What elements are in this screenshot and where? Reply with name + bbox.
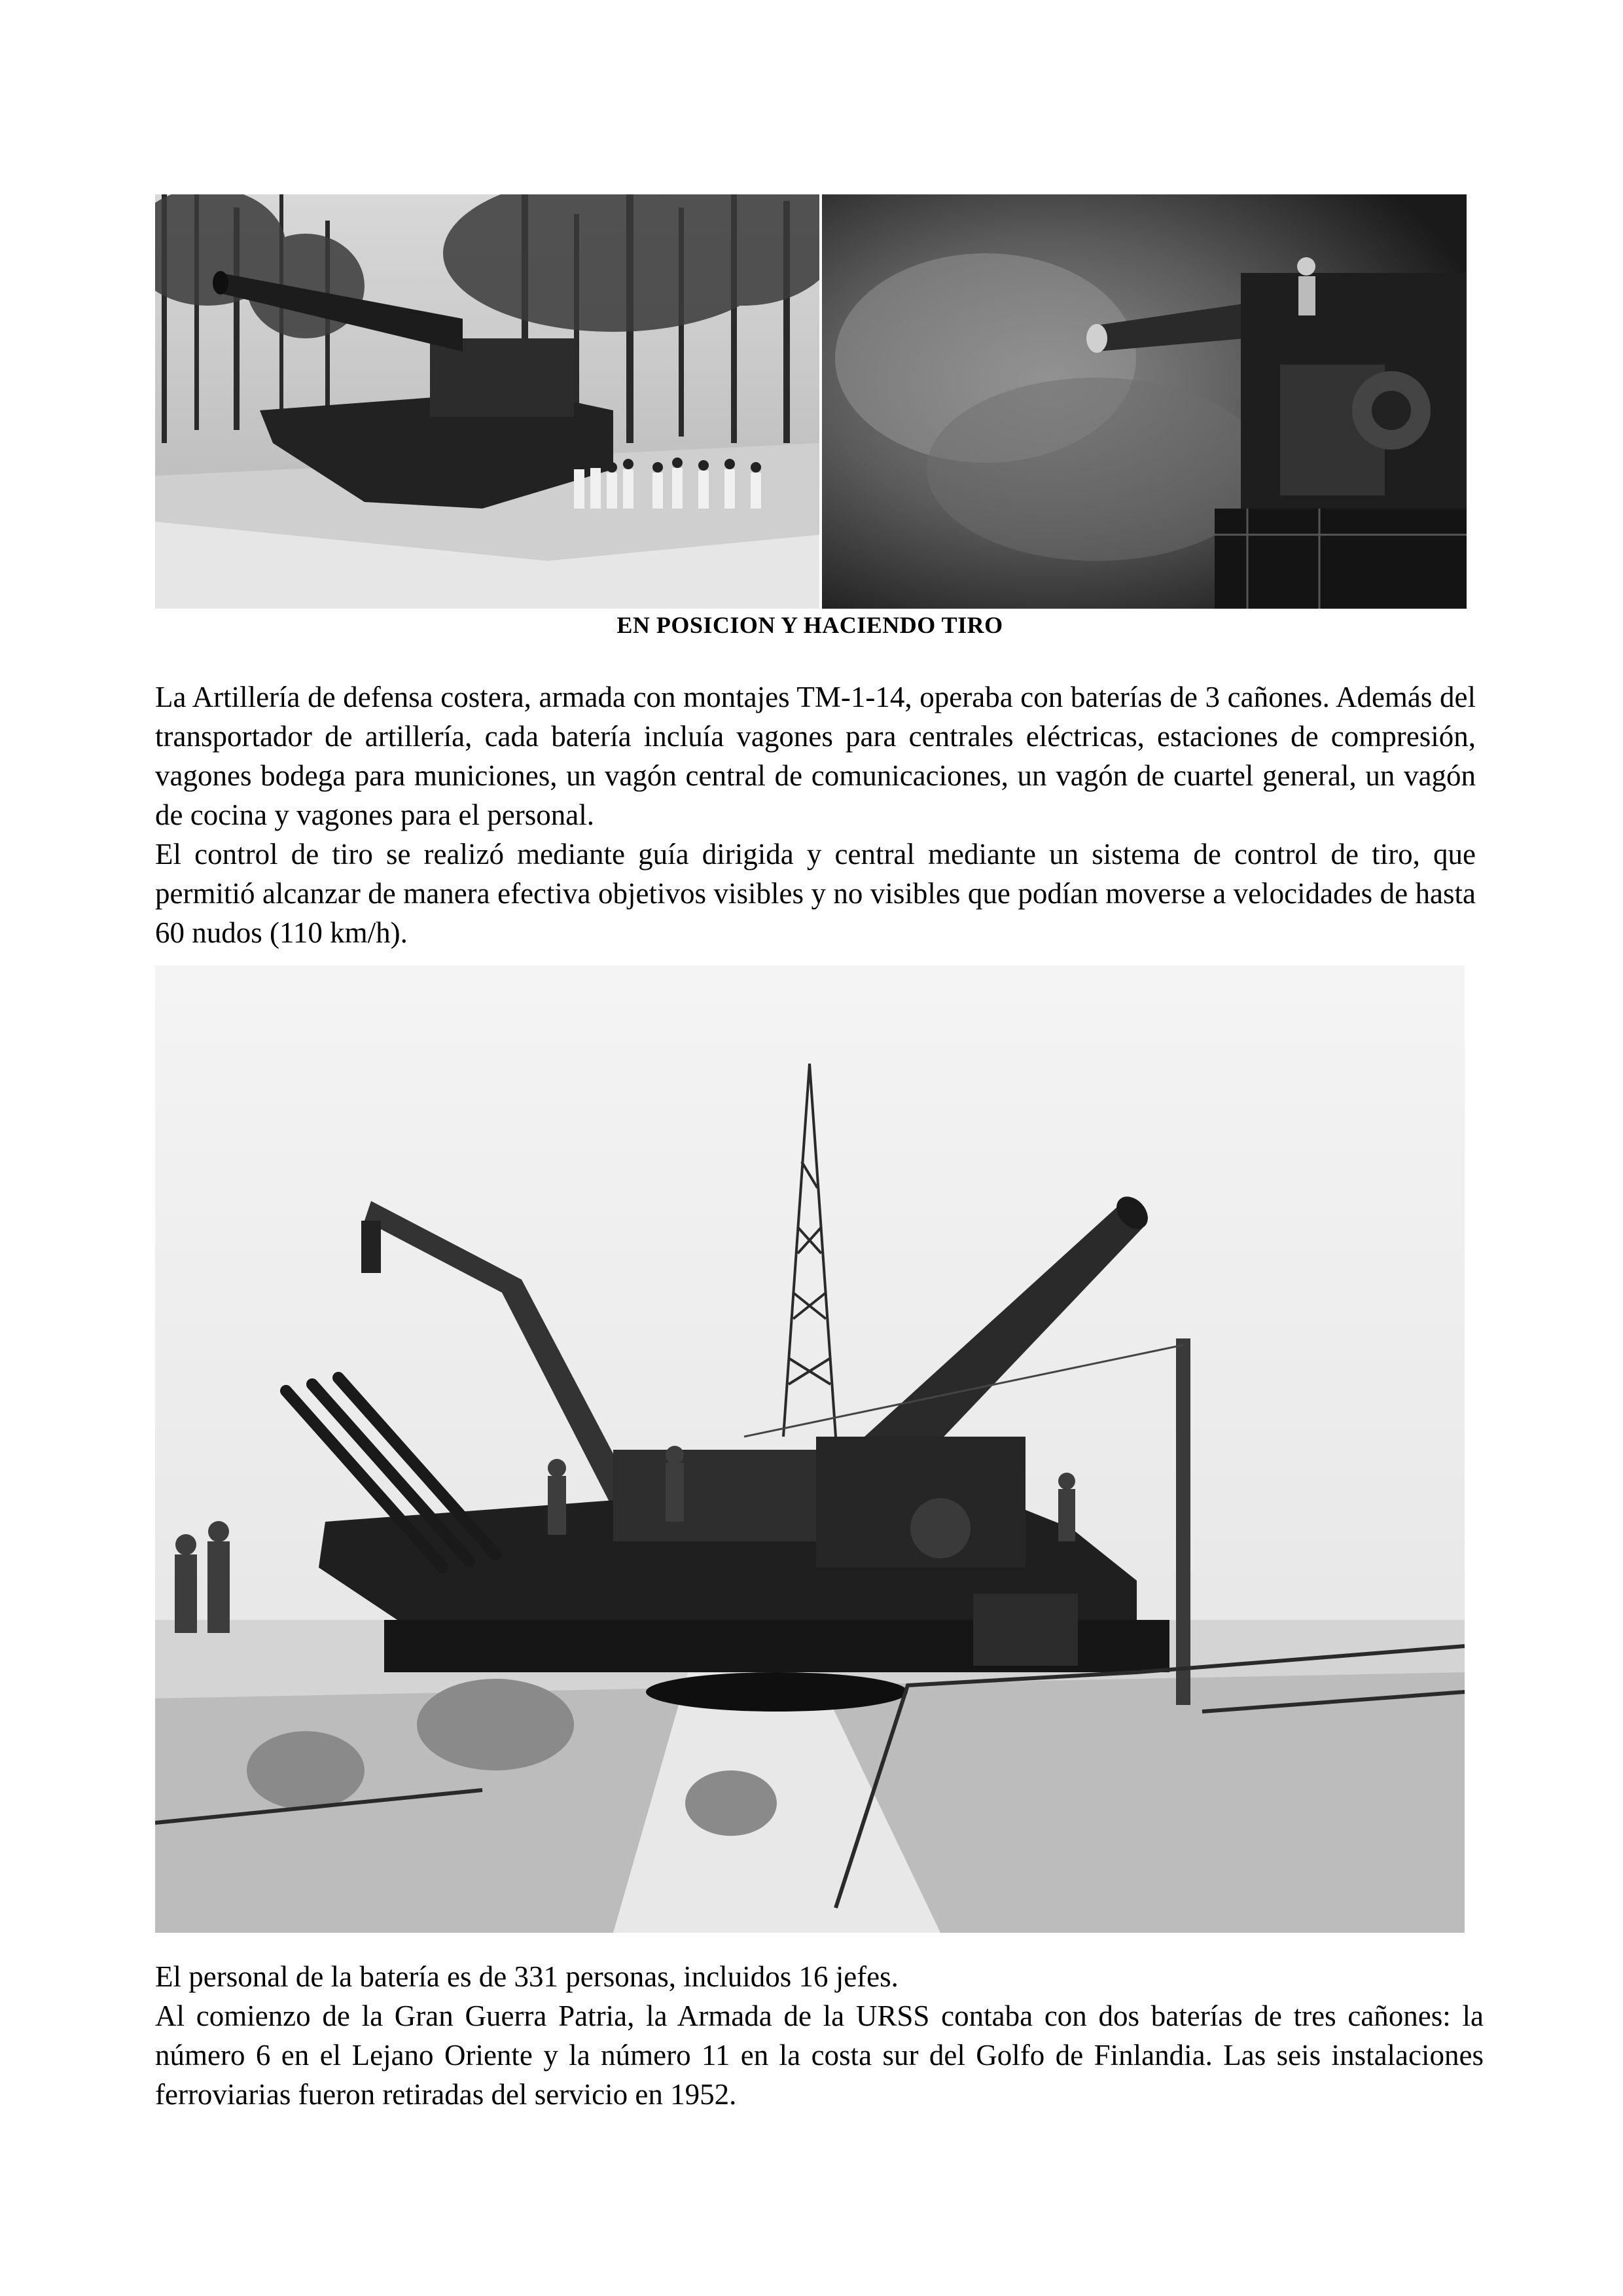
photo-gun-in-position <box>155 194 819 609</box>
photo-railway-gun-mount <box>155 965 1465 1933</box>
paragraph-fire-control: El control de tiro se realizó mediante guía dirigida y central mediante un sistema de control de tiro, que permitió alcanzar de manera efectiva objetivos visibles y no visibles que podían moverse a velocidades de hasta 60 nudos (110 km/h). <box>155 838 1476 949</box>
photo-gun-firing <box>822 194 1467 609</box>
photo-caption: EN POSICION Y HACIENDO TIRO <box>616 612 1003 638</box>
paragraph-battery-personnel: El personal de la batería es de 331 personas, incluidos 16 jefes. <box>155 1960 899 1993</box>
paragraph-great-patriotic-war: Al comienzo de la Gran Guerra Patria, la Armada de la URSS contaba con dos baterías de tres cañones: la número 6 en el Lejano Oriente y la número 11 en la costa sur del Golfo de Finlandia. Las seis instalaciones ferroviarias fueron retiradas del servicio en 1952. <box>155 2000 1484 2111</box>
paragraph-battery-composition: La Artillería de defensa costera, armada con montajes TM-1-14, operaba con baterías de 3 cañones. Además del transportador de artillería, cada batería incluía vagones para centrales eléctricas, estaciones de compresión, vagones bodega para municiones, un vagón central de comunicaciones, un vagón de cuartel general, un vagón de cocina y vagones para el personal. <box>155 681 1476 831</box>
